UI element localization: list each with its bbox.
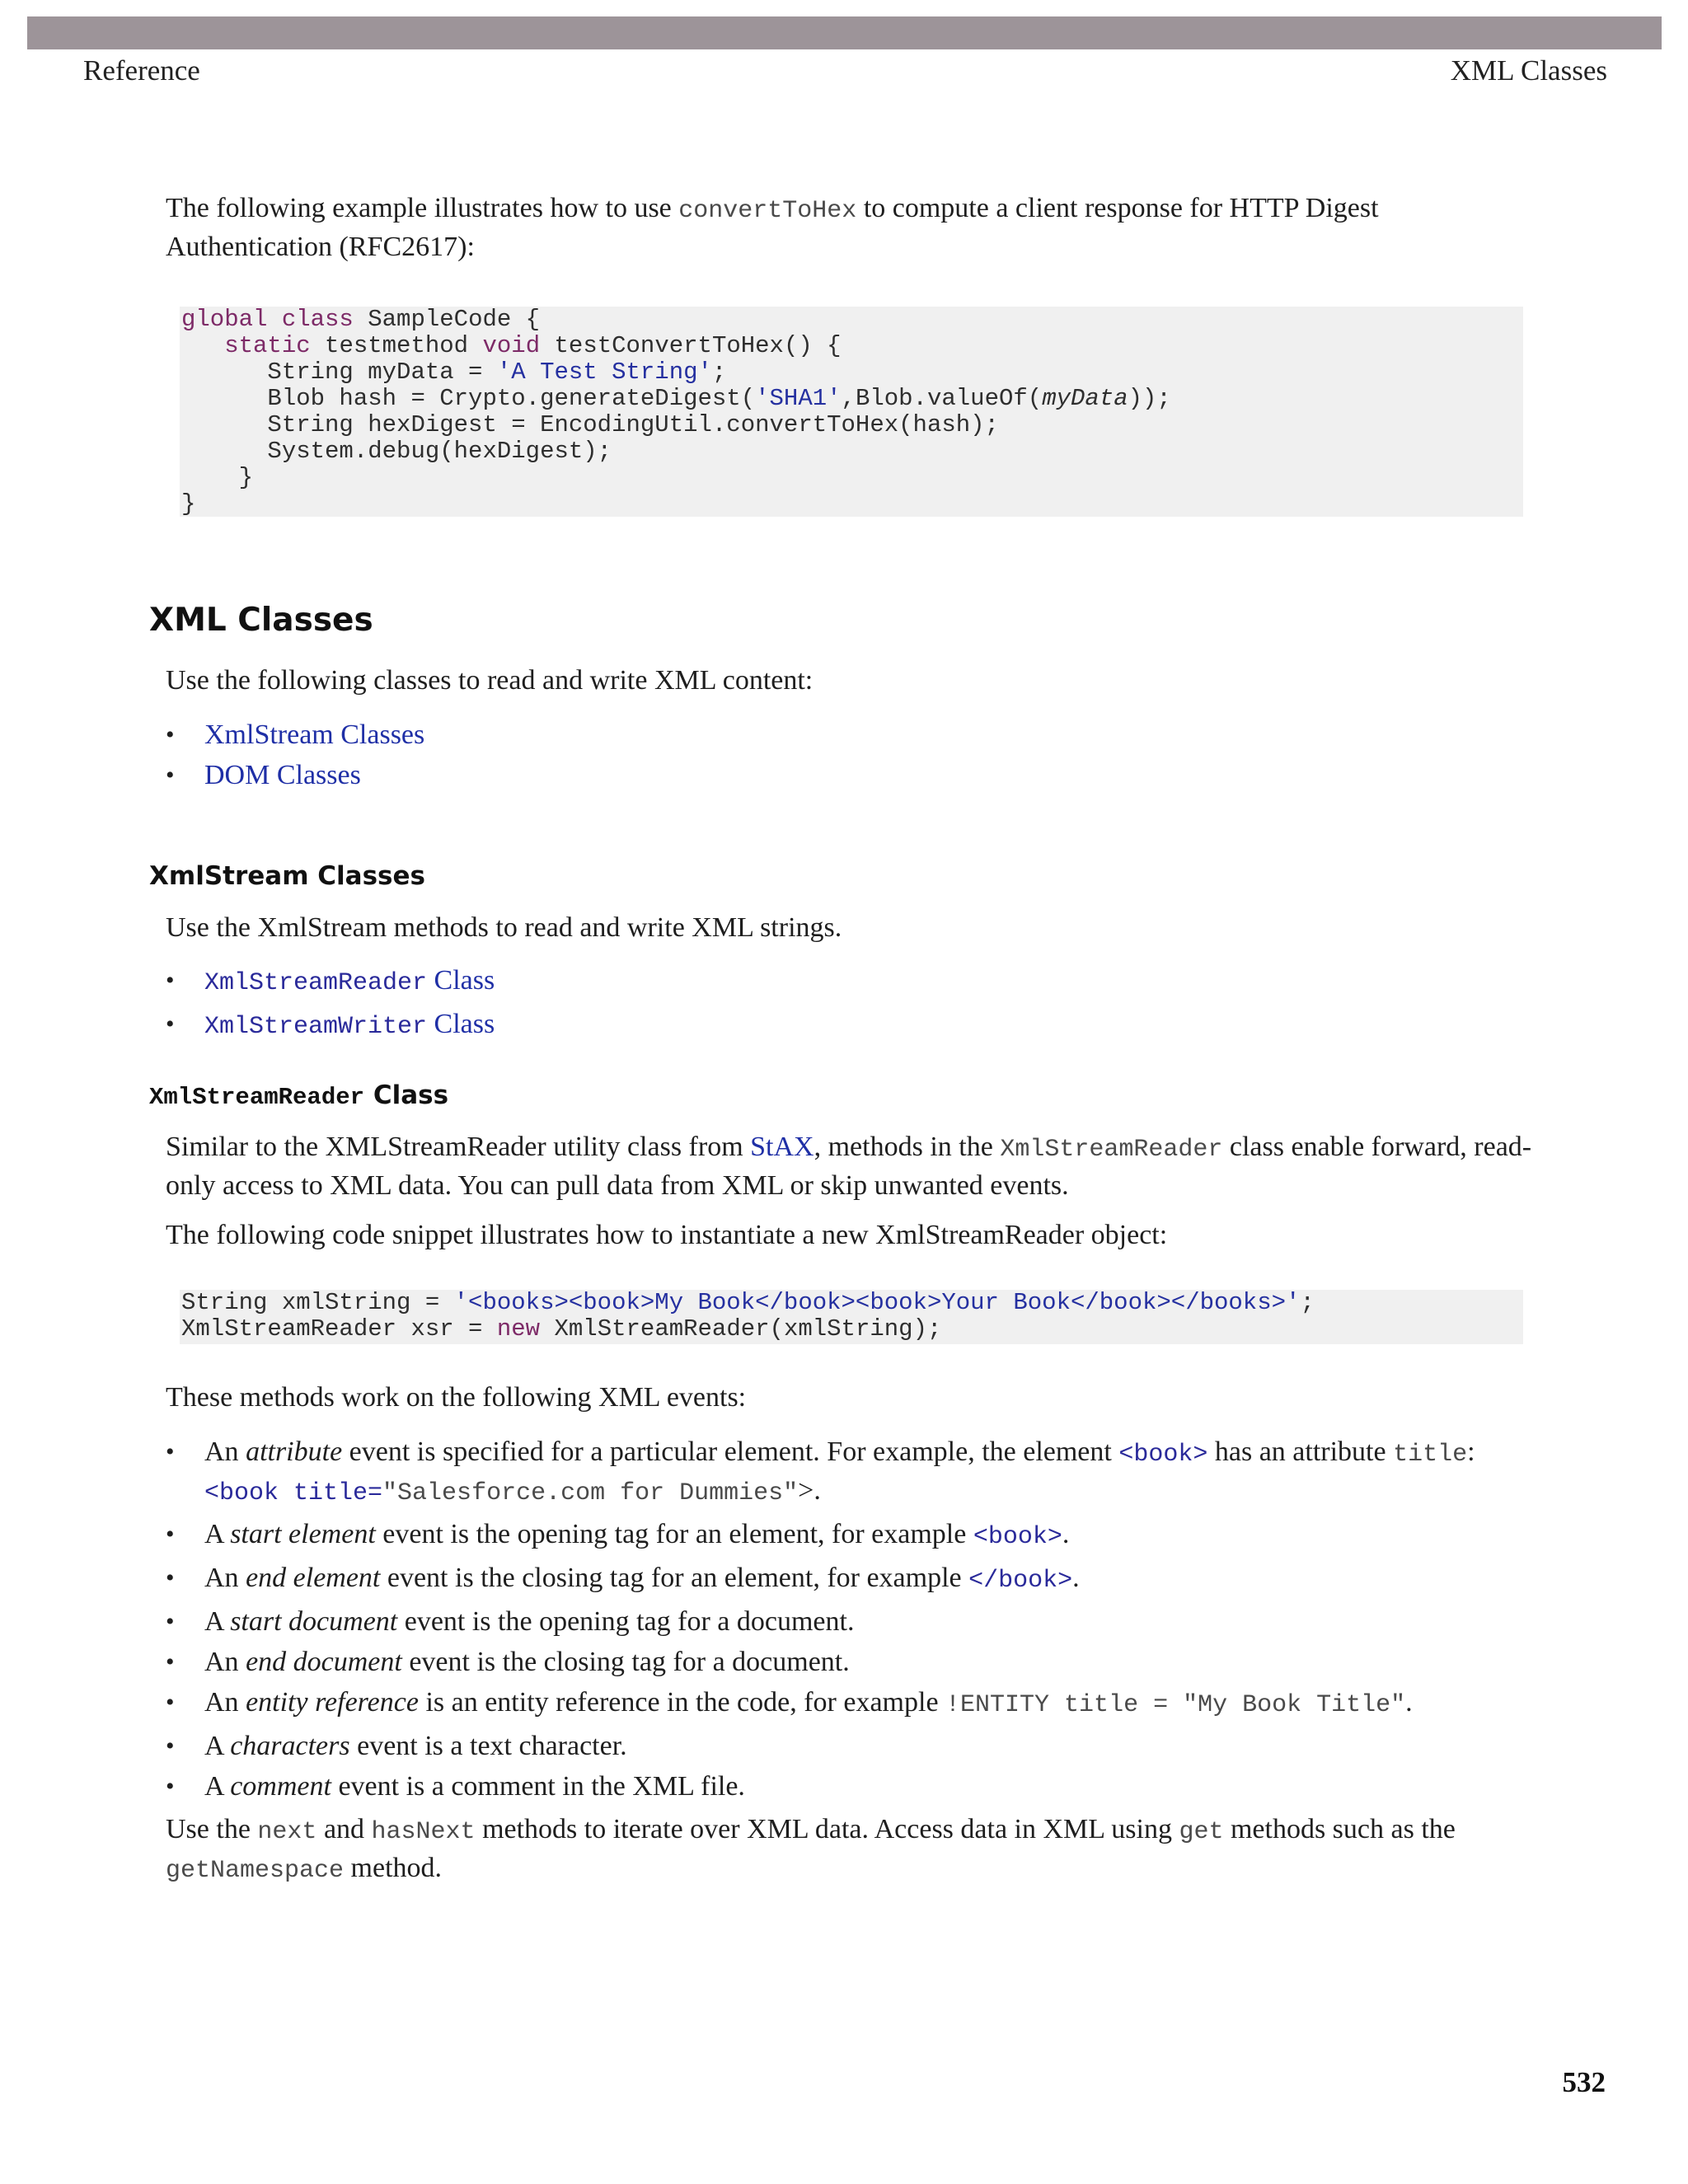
page-number: 532 [1562, 2066, 1606, 2098]
list-item: • XmlStreamReader Class [166, 965, 495, 997]
section-title-xmlstreamreader-class: XmlStreamReader Class [149, 1080, 449, 1111]
xml-classes-link-list [166, 715, 1550, 795]
list-item: • DOM Classes [166, 760, 361, 790]
list-item: • An end document event is the closing tag for a document. [166, 1647, 850, 1677]
intro-paragraph: The following example illustrates how to use convertToHex to compute a client response for HTTP Digest Authentication (RFC2617): [166, 193, 1379, 262]
events-intro: These methods work on the following XML events: [166, 1382, 747, 1413]
running-header-right: XML Classes [1450, 54, 1607, 87]
link-xmlstreamreader-class[interactable]: XmlStreamReader Class [204, 965, 495, 997]
xml-events-list [166, 1434, 1550, 1809]
code-block-reader: String xmlString = '<books><book>My Book</book><book>Your Book</book></books>'; XmlStreamReader xsr = new XmlStreamReader(xmlString); [180, 1290, 1523, 1344]
section-title-xmlstream-classes: XmlStream Classes [149, 861, 425, 891]
xmlstream-description: Use the XmlStream methods to read and write XML strings. [166, 912, 842, 943]
code-block-sample: global class SampleCode { static testmethod void testConvertToHex() { String myData = 'A Test String'; Blob hash = Crypto.generateDigest('SHA1',Blob.valueOf(myData)); String hexDigest = EncodingUtil.convertToHex(hash); System.debug(hexDigest); } } [180, 307, 1523, 517]
list-item: • A start document event is the opening tag for a document. [166, 1606, 855, 1637]
list-item: • An entity reference is an entity reference in the code, for example !ENTITY title = "My Book Title". [166, 1687, 1413, 1719]
list-item: • An end element event is the closing tag for an element, for example </book>. [166, 1563, 1080, 1595]
list-item: • XmlStream Classes [166, 719, 425, 750]
running-header-left: Reference [83, 54, 200, 87]
list-item: • XmlStreamWriter Class [166, 1009, 495, 1041]
list-item: • A start element event is the opening tag for an element, for example <book>. [166, 1519, 1070, 1551]
reader-snippet-intro: The following code snippet illustrates how to instantiate a new XmlStreamReader object: [166, 1220, 1168, 1250]
list-item: • An attribute event is specified for a particular element. For example, the element <book> has an attribute title: <book title="Salesforce.com for Dummies">. [166, 1436, 1475, 1507]
inline-code: convertToHex [678, 197, 857, 225]
section-title-xml-classes: XML Classes [149, 602, 373, 639]
list-item: • A characters event is a text character. [166, 1731, 627, 1761]
link-xmlstreamwriter-class[interactable]: XmlStreamWriter Class [204, 1009, 495, 1041]
closing-paragraph: Use the next and hasNext methods to iterate over XML data. Access data in XML using get methods such as the getNamespace method. [166, 1814, 1456, 1885]
link-dom-classes[interactable]: DOM Classes [204, 760, 361, 790]
link-stax[interactable]: StAX [750, 1132, 814, 1162]
page-top-bar [27, 16, 1662, 49]
list-item: • A comment event is a comment in the XML file. [166, 1771, 745, 1802]
xml-classes-description: Use the following classes to read and write XML content: [166, 665, 814, 696]
xmlstream-link-list [166, 960, 1550, 1047]
reader-description: Similar to the XMLStreamReader utility class from StAX, methods in the XmlStreamReader class enable forward, read-only access to XML data. You can pull data from XML or skip unwanted events. [166, 1132, 1532, 1201]
link-xmlstream-classes[interactable]: XmlStream Classes [204, 719, 425, 750]
